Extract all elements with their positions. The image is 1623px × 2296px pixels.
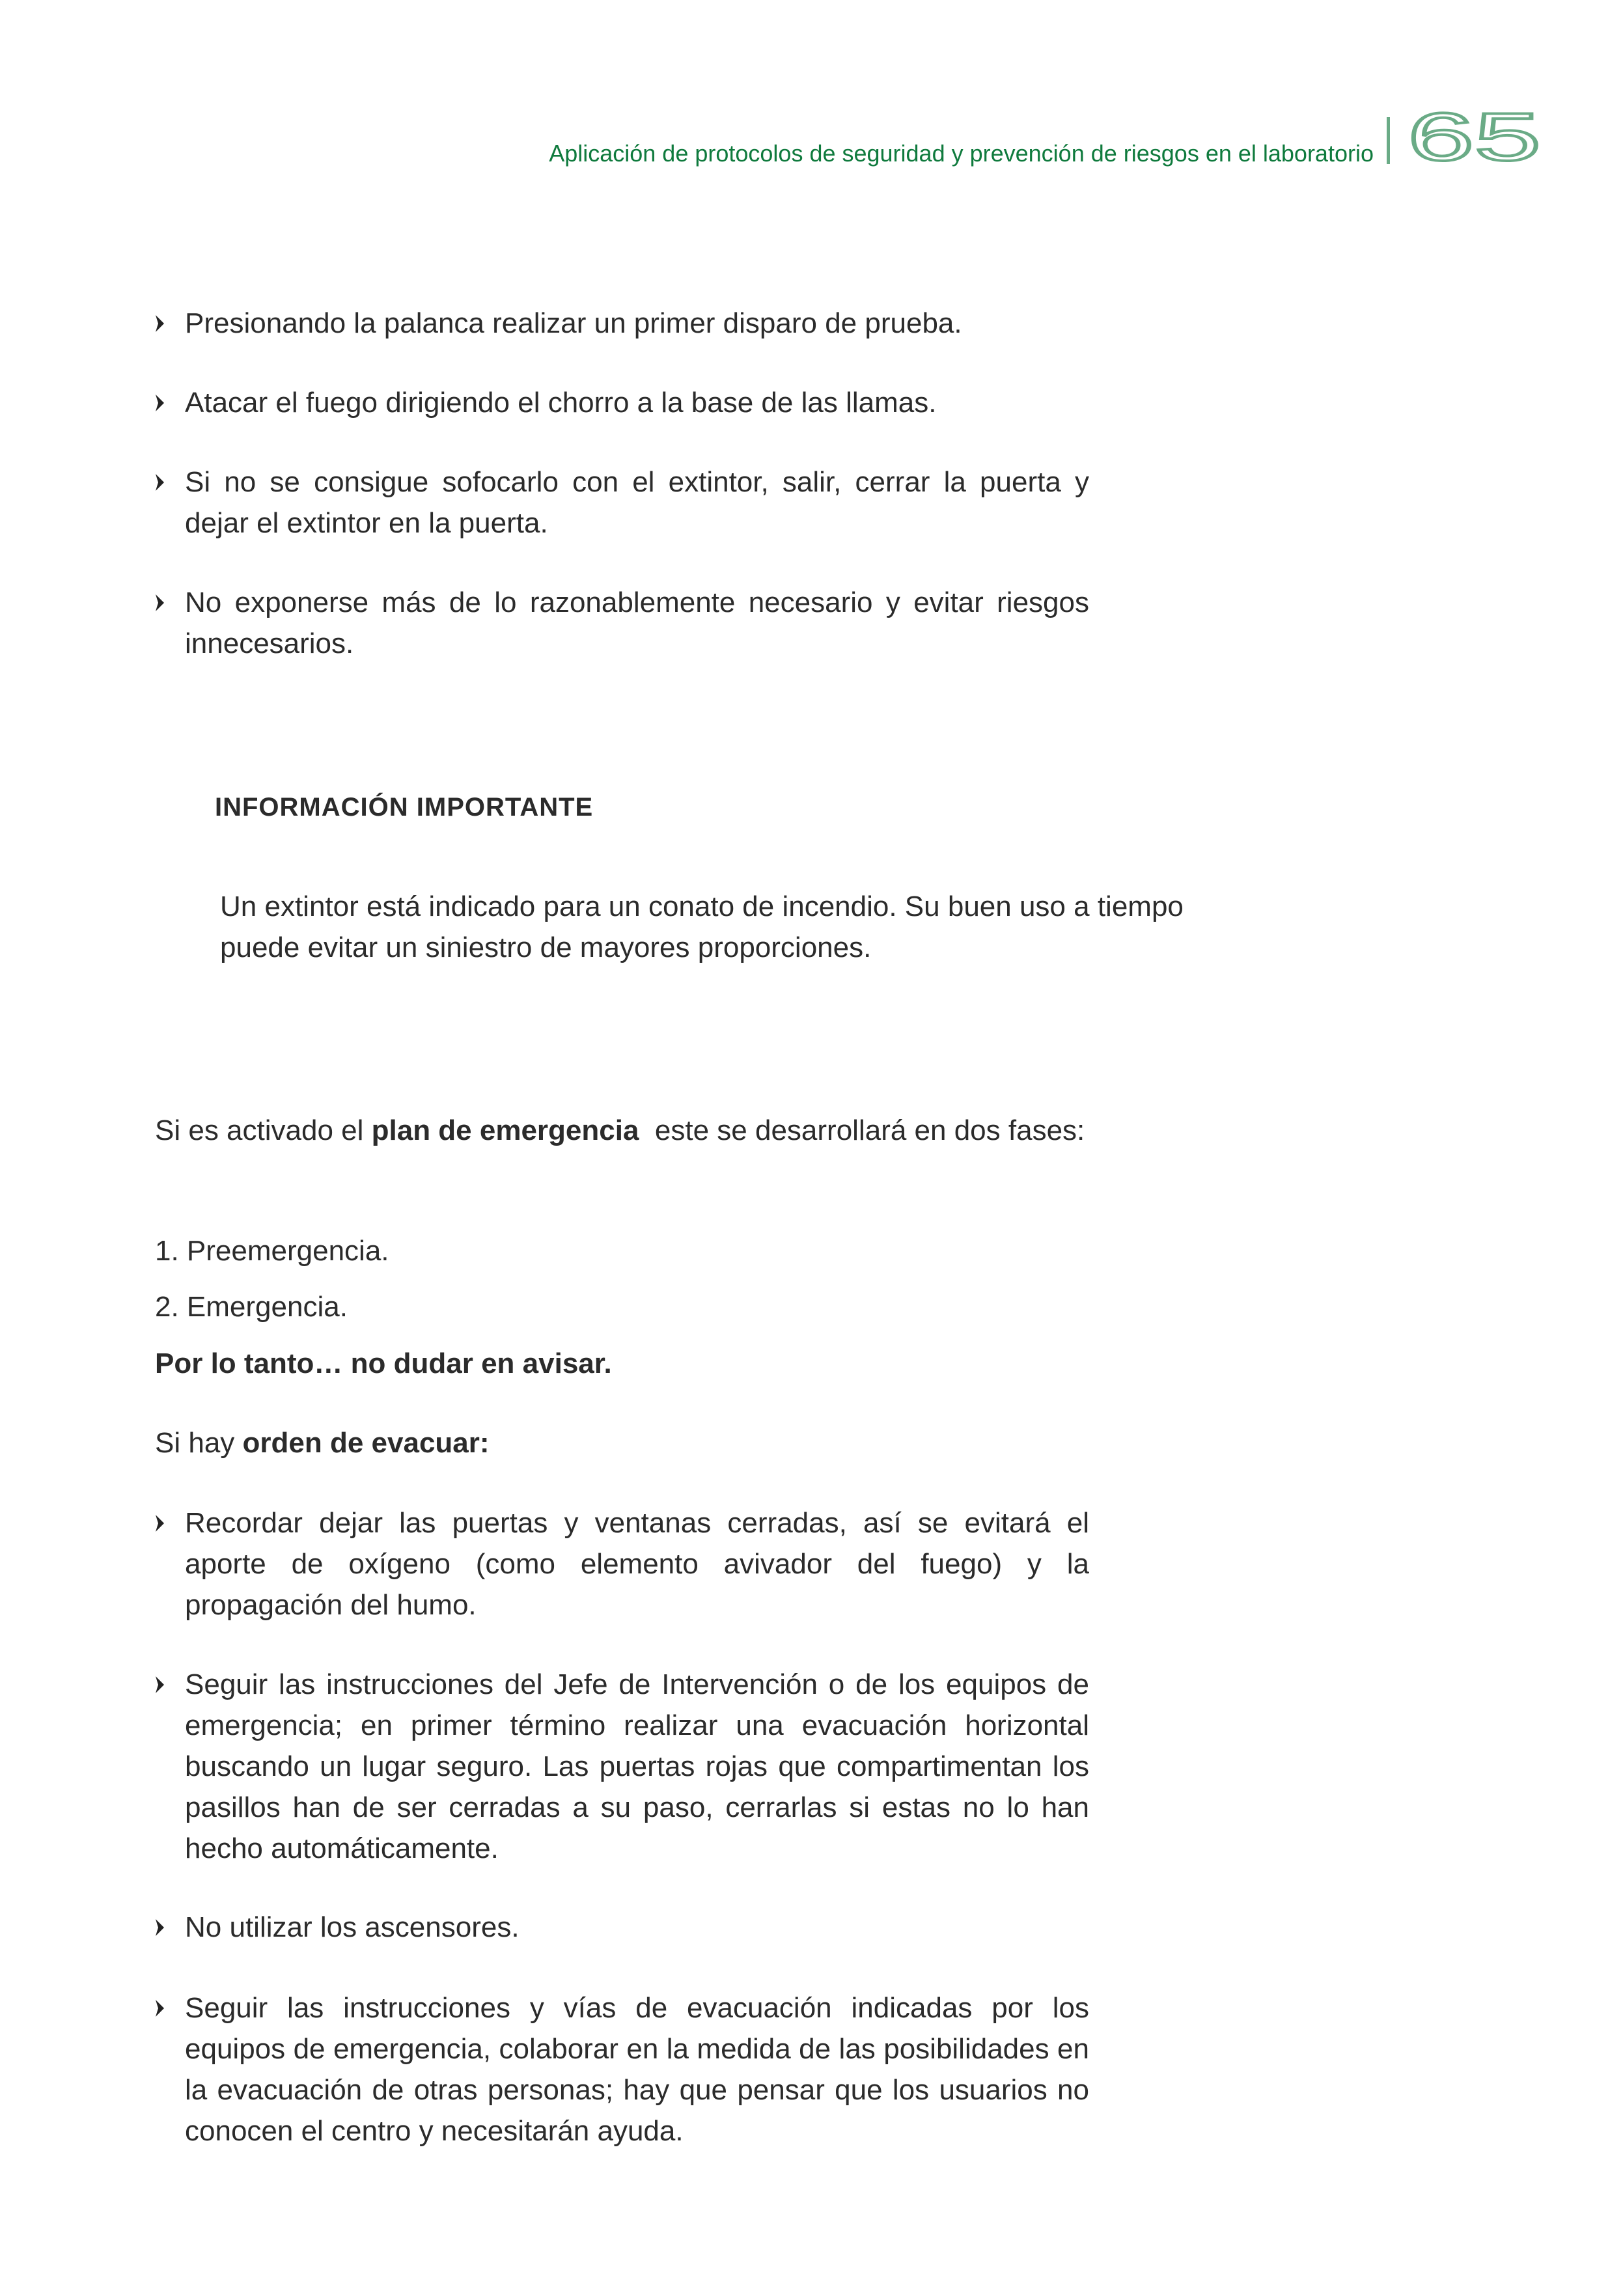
- svg-text:65: 65: [1408, 108, 1541, 167]
- emergency-intro: Si es activado el plan de emergencia este se desarrollará en dos fases:: [155, 1114, 1085, 1146]
- bullet-chevron-icon: [155, 594, 165, 612]
- list-item: Recordar dejar las puertas y ventanas cerradas, así se evitará el aporte de oxígeno (como elemento avivador del fuego) y la propagación del humo.: [155, 1502, 1089, 1625]
- phase-item: 1. Preemergencia.: [155, 1235, 389, 1267]
- phase-item: 2. Emergencia.: [155, 1291, 348, 1323]
- info-box-text: Un extintor está indicado para un conato de incendio. Su buen uso a tiempo puede evitar un siniestro de mayores proporciones.: [220, 891, 1184, 963]
- bullet-chevron-icon: [155, 473, 165, 491]
- page-number: [1408, 108, 1544, 167]
- header-divider: [1387, 117, 1390, 164]
- list-item: Presionando la palanca realizar un primer disparo de prueba.: [155, 303, 1089, 344]
- bullet-chevron-icon: [155, 394, 165, 412]
- list-item: No exponerse más de lo razonablemente necesario y evitar riesgos innecesarios.: [155, 582, 1089, 664]
- info-box-title: INFORMACIÓN IMPORTANTE: [215, 793, 594, 822]
- conclusion-text: Por lo tanto… no dudar en avisar.: [155, 1348, 612, 1379]
- list-item: No utilizar los ascensores.: [155, 1907, 1089, 1948]
- list-item: Seguir las instrucciones y vías de evacuación indicadas por los equipos de emergencia, colaborar en la medida de las posibilidades en la evacuación de otras personas; hay que pensar que los usuarios no conocen el centro y necesitarán ayuda.: [155, 1987, 1089, 2151]
- bullet-chevron-icon: [155, 314, 165, 333]
- list-item: Atacar el fuego dirigiendo el chorro a la base de las llamas.: [155, 382, 1089, 423]
- bullet-chevron-icon: [155, 1514, 165, 1532]
- running-header-title: Aplicación de protocolos de seguridad y prevención de riesgos en el laboratorio: [549, 140, 1374, 167]
- bullet-chevron-icon: [155, 1918, 165, 1937]
- bullet-chevron-icon: [155, 1676, 165, 1694]
- bullet-chevron-icon: [155, 1999, 165, 2017]
- evacuation-intro: Si hay orden de evacuar:: [155, 1427, 490, 1459]
- list-item: Seguir las instrucciones del Jefe de Intervención o de los equipos de emergencia; en primer término realizar una evacuación horizontal buscando un lugar seguro. Las puertas rojas que compartimentan los pasillos han de ser cerradas a su paso, cerrarlas si estas no lo han hecho automáticamente.: [155, 1664, 1089, 1869]
- page-number-graphic: [1408, 108, 1544, 167]
- list-item: Si no se consigue sofocarlo con el extintor, salir, cerrar la puerta y dejar el extintor en la puerta.: [155, 462, 1089, 544]
